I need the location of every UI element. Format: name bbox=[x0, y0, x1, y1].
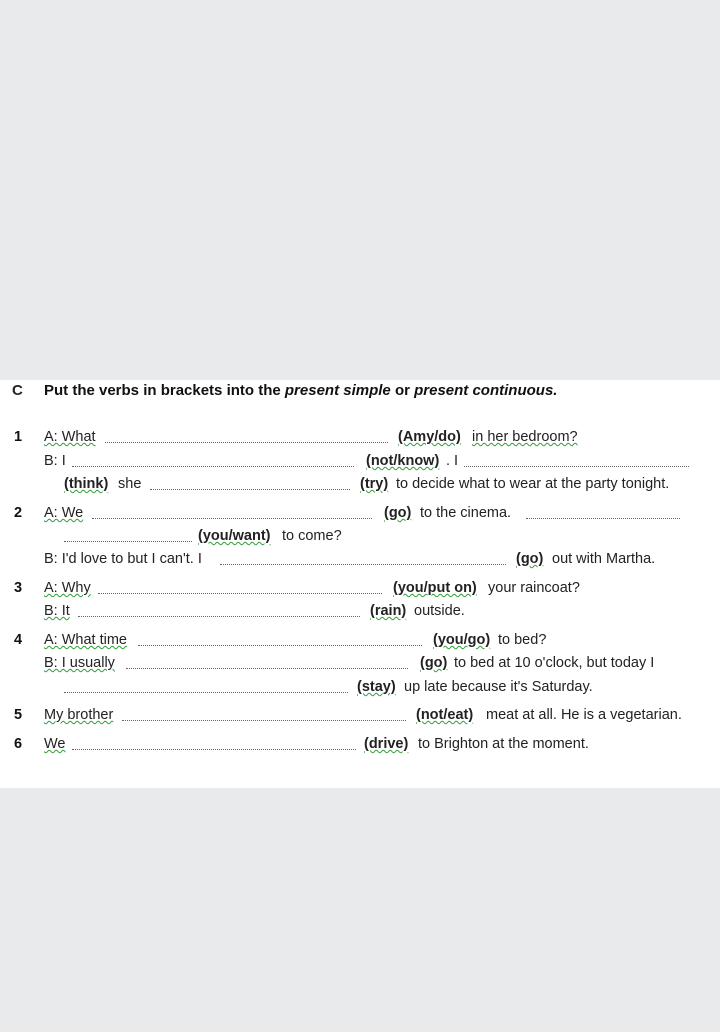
line-text: A: We bbox=[44, 505, 84, 521]
verb-prompt: (not/know) bbox=[366, 453, 440, 469]
line-text: in her bedroom? bbox=[472, 429, 578, 445]
item-number: 5 bbox=[14, 707, 23, 723]
line-text: A: What bbox=[44, 429, 96, 445]
answer-blank[interactable] bbox=[72, 749, 356, 750]
line-text: out with Martha. bbox=[552, 551, 656, 567]
answer-blank[interactable] bbox=[464, 466, 689, 467]
item-number: 1 bbox=[14, 429, 23, 445]
verb-prompt: (not/eat) bbox=[416, 707, 474, 723]
item-number: 4 bbox=[14, 632, 23, 648]
verb-prompt: (you/want) bbox=[198, 528, 271, 544]
verb-prompt: (rain) bbox=[370, 603, 407, 619]
section-letter: C bbox=[12, 382, 23, 399]
answer-blank[interactable] bbox=[64, 541, 192, 542]
verb-prompt: (try) bbox=[360, 476, 389, 492]
line-text: B: I bbox=[44, 453, 66, 469]
line-text: We bbox=[44, 736, 66, 752]
verb-prompt: (go) bbox=[420, 655, 448, 671]
verb-prompt: (drive) bbox=[364, 736, 409, 752]
answer-blank[interactable] bbox=[64, 692, 348, 693]
line-text: to the cinema. bbox=[420, 505, 512, 521]
answer-blank[interactable] bbox=[105, 442, 388, 443]
verb-prompt: (you/go) bbox=[433, 632, 491, 648]
answer-blank[interactable] bbox=[526, 518, 680, 519]
answer-blank[interactable] bbox=[78, 616, 360, 617]
line-text: outside. bbox=[414, 603, 465, 619]
answer-blank[interactable] bbox=[126, 668, 408, 669]
line-text: she bbox=[118, 476, 142, 492]
item-number: 6 bbox=[14, 736, 23, 752]
line-text: to come? bbox=[282, 528, 342, 544]
line-text: to bed? bbox=[498, 632, 547, 648]
instruction: Put the verbs in brackets into the present simple or present continuous. bbox=[44, 382, 558, 399]
verb-prompt: (you/put on) bbox=[393, 580, 477, 596]
line-text: B: I'd love to but I can't. I bbox=[44, 551, 202, 567]
line-text: . I bbox=[446, 453, 459, 469]
line-text: A: Why bbox=[44, 580, 91, 596]
line-text: to decide what to wear at the party tonight. bbox=[396, 476, 670, 492]
line-text: B: It bbox=[44, 603, 70, 619]
line-text: up late because it's Saturday. bbox=[404, 679, 593, 695]
line-text: meat at all. He is a vegetarian. bbox=[486, 707, 682, 723]
verb-prompt: (go) bbox=[384, 505, 412, 521]
line-text: your raincoat? bbox=[488, 580, 580, 596]
answer-blank[interactable] bbox=[138, 645, 422, 646]
answer-blank[interactable] bbox=[98, 593, 382, 594]
verb-prompt: (Amy/do) bbox=[398, 429, 461, 445]
verb-prompt: (stay) bbox=[357, 679, 396, 695]
answer-blank[interactable] bbox=[72, 466, 354, 467]
answer-blank[interactable] bbox=[150, 489, 350, 490]
verb-prompt: (go) bbox=[516, 551, 544, 567]
answer-blank[interactable] bbox=[122, 720, 406, 721]
answer-blank[interactable] bbox=[220, 564, 506, 565]
line-text: to Brighton at the moment. bbox=[418, 736, 589, 752]
line-text: to bed at 10 o'clock, but today I bbox=[454, 655, 655, 671]
item-number: 3 bbox=[14, 580, 23, 596]
verb-prompt: (think) bbox=[64, 476, 109, 492]
line-text: A: What time bbox=[44, 632, 127, 648]
line-text: B: I usually bbox=[44, 655, 115, 671]
item-number: 2 bbox=[14, 505, 23, 521]
answer-blank[interactable] bbox=[92, 518, 372, 519]
line-text: My brother bbox=[44, 707, 114, 723]
